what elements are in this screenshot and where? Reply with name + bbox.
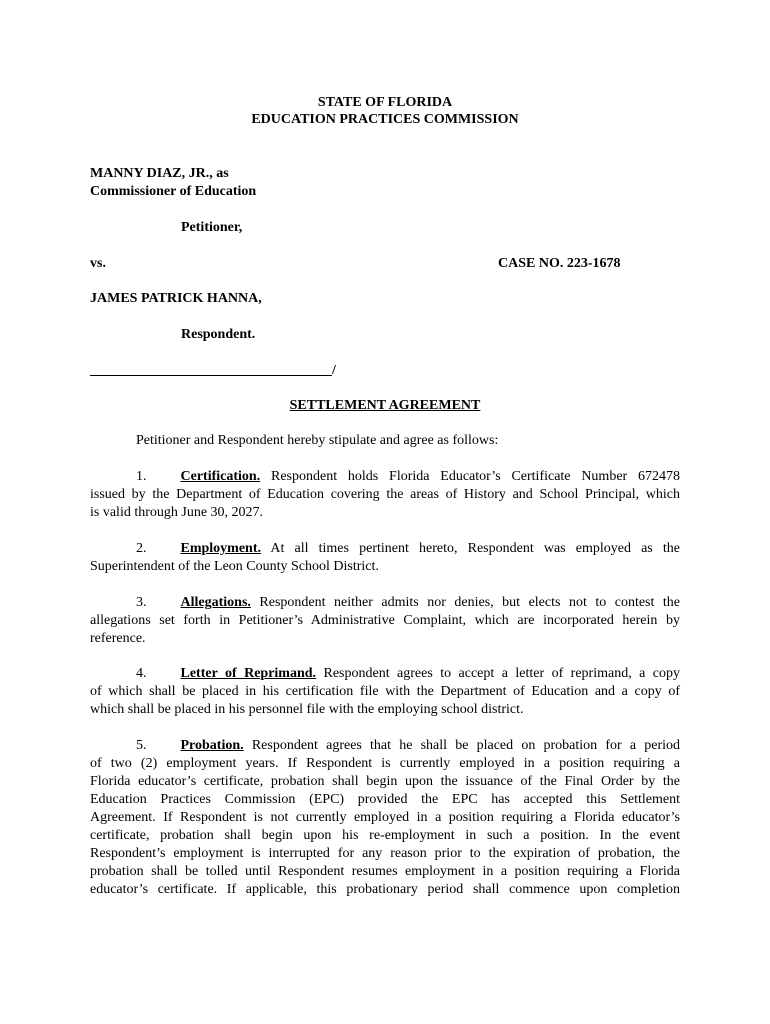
paragraph-line: Respondent’s employment is interrupted for any reason prior to the expiration of probation, the — [90, 846, 680, 861]
paragraph-line: probation shall be tolled until Respondent resumes employment in a position requiring a Florida — [90, 864, 680, 879]
paragraph-line: which shall be placed in his personnel file with the employing school district. — [90, 702, 524, 717]
respondent-role: Respondent. — [181, 327, 256, 342]
paragraph-line: Respondent neither admits nor denies, but elects not to contest the — [259, 595, 681, 610]
paragraph-number: 2. — [136, 541, 147, 556]
paragraph-line: is valid through June 30, 2027. — [90, 505, 264, 520]
respondent-name: JAMES PATRICK HANNA, — [90, 291, 262, 306]
paragraph-heading: Allegations. — [180, 595, 251, 610]
paragraph-letter-of-reprimand — [90, 665, 680, 719]
paragraph-line: Education Practices Commission (EPC) provided the EPC has accepted this Settlement — [90, 792, 680, 807]
petitioner-role: Petitioner, — [181, 220, 243, 235]
paragraph-line: reference. — [90, 631, 146, 646]
paragraph-line: issued by the Department of Education covering the areas of History and School Principal, which — [90, 487, 680, 502]
paragraph-allegations — [90, 594, 680, 648]
paragraph-line: Superintendent of the Leon County School District. — [90, 559, 379, 574]
paragraph-line: of which shall be placed in his certification file with the Department of Education and a copy of — [90, 684, 680, 699]
caption-underline — [90, 375, 332, 376]
paragraph-line: Florida educator’s certificate, probation shall begin upon the issuance of the Final Order by the — [90, 774, 680, 789]
paragraph-line: Agreement. If Respondent is not currently employed in a position requiring a Florida educator’s — [90, 810, 680, 825]
paragraph-line: Respondent agrees to accept a letter of reprimand, a copy — [323, 666, 680, 681]
paragraph-line: Respondent holds Florida Educator’s Certificate Number 672478 — [271, 469, 680, 484]
paragraph-heading: Certification. — [180, 469, 261, 484]
paragraph-number: 3. — [136, 595, 147, 610]
paragraph-heading: Employment. — [180, 541, 261, 556]
petitioner-name: MANNY DIAZ, JR., as — [90, 166, 229, 181]
intro-text: Petitioner and Respondent hereby stipulate and agree as follows: — [136, 433, 499, 448]
paragraph-employment — [90, 540, 680, 576]
header-commission: EDUCATION PRACTICES COMMISSION — [251, 112, 519, 127]
paragraph-line: educator’s certificate. If applicable, this probationary period shall commence upon completion — [90, 882, 680, 897]
paragraph-number: 4. — [136, 666, 147, 681]
paragraph-line: of two (2) employment years. If Respondent is currently employed in a position requiring a — [90, 756, 680, 771]
paragraph-line: Respondent agrees that he shall be placed on probation for a period — [251, 738, 680, 753]
paragraph-number: 1. — [136, 469, 147, 484]
paragraph-heading: Probation. — [180, 738, 244, 753]
paragraph-certification — [90, 468, 680, 522]
paragraph-heading: Letter of Reprimand. — [180, 666, 317, 681]
paragraph-line: allegations set forth in Petitioner’s Administrative Complaint, which are incorporated herein by — [90, 613, 680, 628]
case-number: CASE NO. 223-1678 — [498, 256, 621, 271]
paragraph-number: 5. — [136, 738, 147, 753]
caption-slash: / — [332, 363, 336, 378]
vs-label: vs. — [90, 256, 106, 271]
petitioner-title: Commissioner of Education — [90, 184, 257, 199]
paragraph-probation — [90, 737, 680, 899]
header-state: STATE OF FLORIDA — [317, 95, 453, 110]
document-title: SETTLEMENT AGREEMENT — [289, 398, 481, 413]
paragraph-line: certificate, probation shall begin upon his re-employment in such a position. In the event — [90, 828, 680, 843]
paragraph-line: At all times pertinent hereto, Respondent was employed as the — [270, 541, 680, 556]
